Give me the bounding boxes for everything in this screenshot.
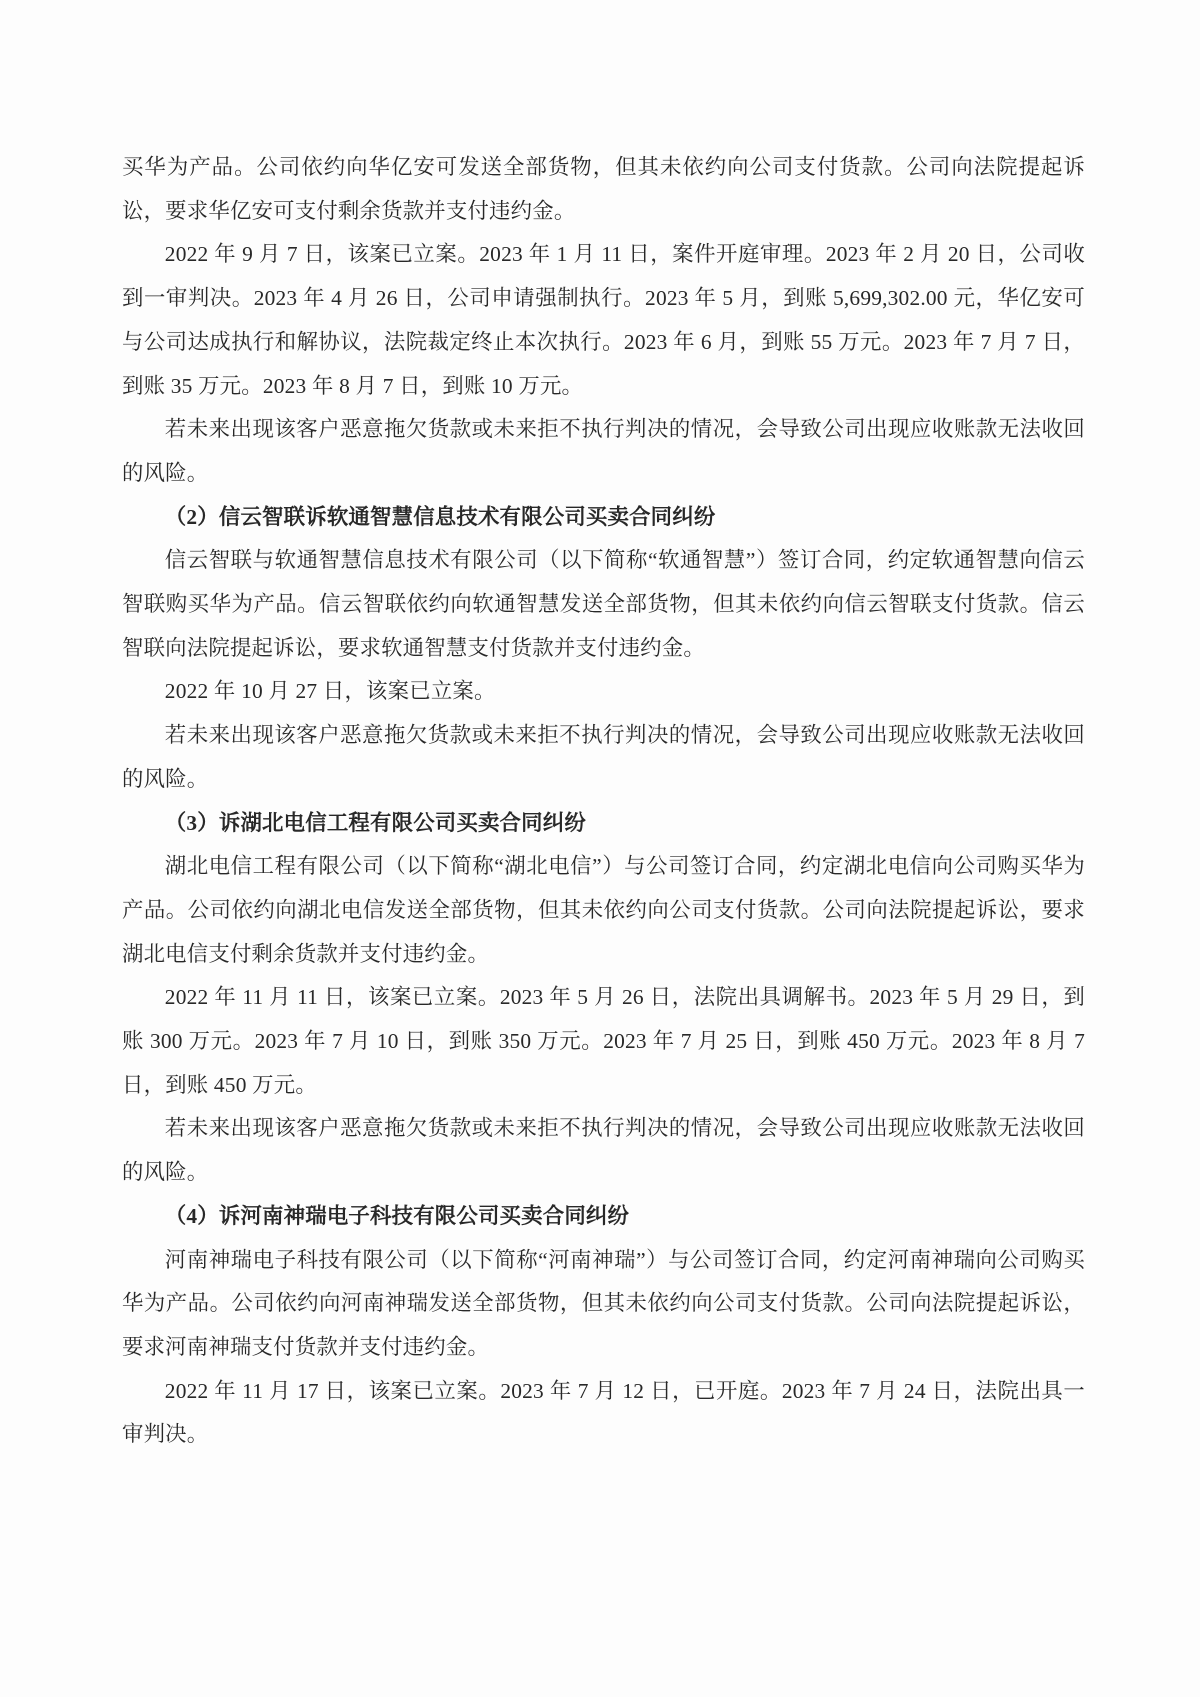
paragraph: 2022 年 11 月 17 日，该案已立案。2023 年 7 月 12 日，已开庭。2023 年 7 月 24 日，法院出具一审判决。: [122, 1378, 1085, 1447]
document-content: [122, 146, 1085, 1457]
paragraph: 信云智联与软通智慧信息技术有限公司（以下简称“软通智慧”）签订合同，约定软通智慧向信云智联购买华为产品。信云智联依约向软通智慧发送全部货物，但其未依约向信云智联支付货款。信云智联向法院提起诉讼，要求软通智慧支付货款并支付违约金。: [122, 548, 1085, 660]
section-heading: （4）诉河南神瑞电子科技有限公司买卖合同纠纷: [164, 1203, 630, 1228]
paragraph: 2022 年 9 月 7 日，该案已立案。2023 年 1 月 11 日，案件开庭审理。2023 年 2 月 20 日，公司收到一审判决。2023 年 4 月 26 日，公司申请强制执行。2023 年 5 月，到账 5,699,302.00 元，华亿安可与公司达成执行和解协议，法院裁定终止本次执行。2023 年 6 月，到账 55 万元。2023 年 7 月 7 日，到账 35 万元。2023 年 8 月 7 日，到账 10 万元。: [122, 242, 1085, 398]
paragraph: 若未来出现该客户恶意拖欠货款或未来拒不执行判决的情况，会导致公司出现应收账款无法收回的风险。: [122, 723, 1085, 791]
section-heading: （3）诉湖北电信工程有限公司买卖合同纠纷: [164, 810, 586, 835]
paragraph: 买华为产品。公司依约向华亿安可发送全部货物，但其未依约向公司支付货款。公司向法院提起诉讼，要求华亿安可支付剩余货款并支付违约金。: [122, 155, 1085, 223]
paragraph: 湖北电信工程有限公司（以下简称“湖北电信”）与公司签订合同，约定湖北电信向公司购买华为产品。公司依约向湖北电信发送全部货物，但其未依约向公司支付货款。公司向法院提起诉讼，要求湖北电信支付剩余货款并支付违约金。: [122, 854, 1085, 966]
section-heading: （2）信云智联诉软通智慧信息技术有限公司买卖合同纠纷: [164, 504, 716, 529]
paragraph: 2022 年 11 月 11 日，该案已立案。2023 年 5 月 26 日，法院出具调解书。2023 年 5 月 29 日，到账 300 万元。2023 年 7 月 10 日，到账 350 万元。2023 年 7 月 25 日，到账 450 万元。2023 年 8 月 7 日，到账 450 万元。: [122, 985, 1085, 1097]
paragraph: 河南神瑞电子科技有限公司（以下简称“河南神瑞”）与公司签订合同，约定河南神瑞向公司购买华为产品。公司依约向河南神瑞发送全部货物，但其未依约向公司支付货款。公司向法院提起诉讼，要求河南神瑞支付货款并支付违约金。: [122, 1247, 1085, 1359]
paragraph: 若未来出现该客户恶意拖欠货款或未来拒不执行判决的情况，会导致公司出现应收账款无法收回的风险。: [122, 1116, 1085, 1185]
paragraph: 若未来出现该客户恶意拖欠货款或未来拒不执行判决的情况，会导致公司出现应收账款无法收回的风险。: [122, 417, 1085, 485]
paragraph: 2022 年 10 月 27 日，该案已立案。: [164, 679, 496, 704]
